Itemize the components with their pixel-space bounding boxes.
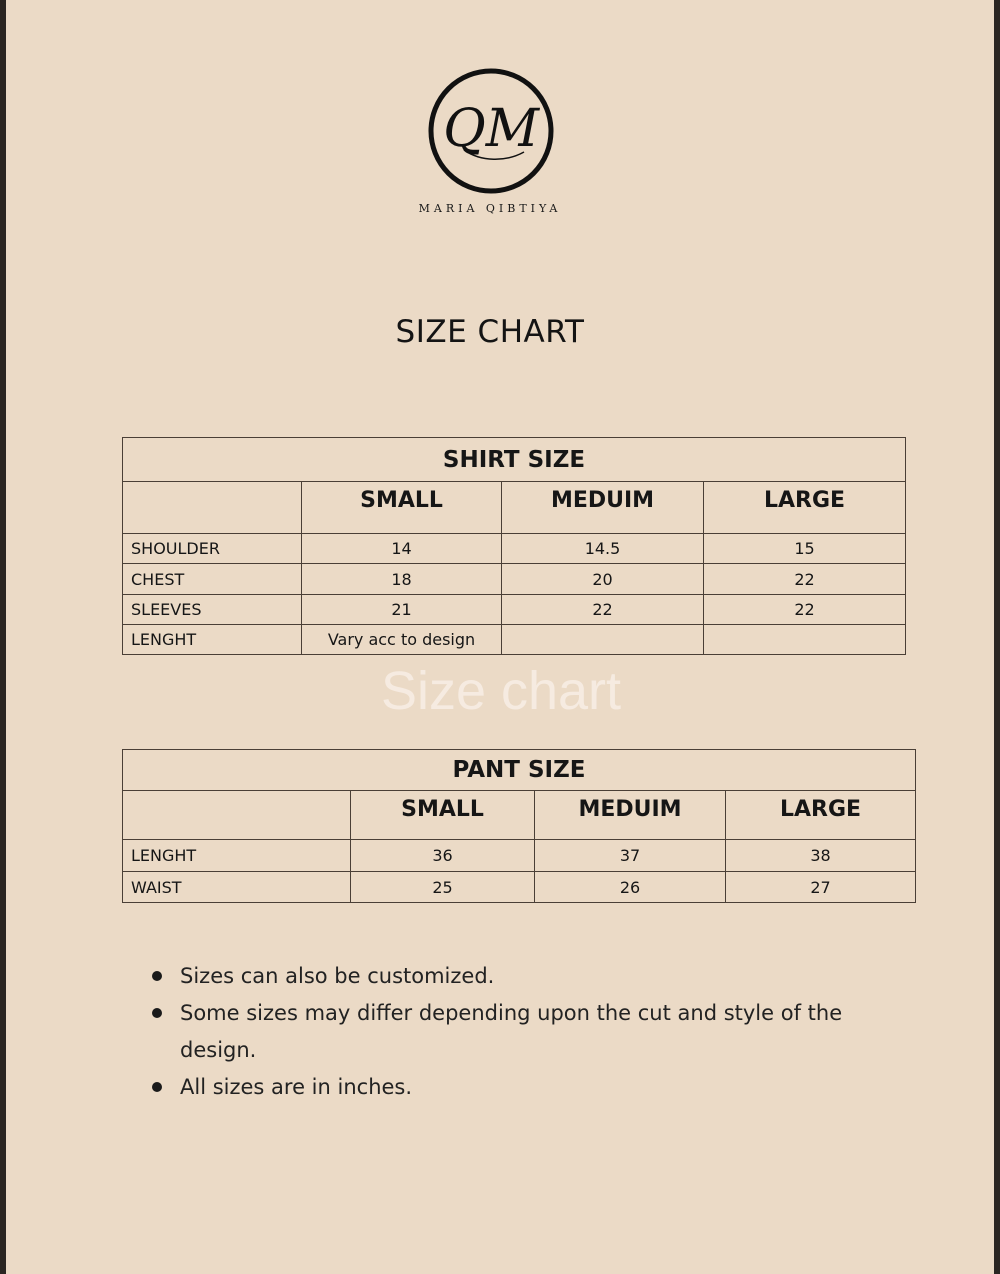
table-cell: 27 — [726, 872, 916, 903]
row-label: SLEEVES — [123, 595, 302, 625]
shirt-column-header-small: SMALL — [302, 482, 502, 534]
pant-table-caption: PANT SIZE — [123, 750, 916, 791]
table-row — [123, 595, 906, 625]
pant-column-header-small: SMALL — [351, 791, 535, 840]
list-item — [152, 1069, 872, 1106]
table-row — [123, 564, 906, 595]
table-cell: 20 — [502, 564, 704, 595]
table-row — [123, 534, 906, 564]
table-cell: 18 — [302, 564, 502, 595]
row-label: WAIST — [123, 872, 351, 903]
table-cell: Vary acc to design — [302, 625, 502, 655]
table-cell — [502, 625, 704, 655]
shirt-size-table — [122, 437, 906, 655]
shirt-column-header-medium: MEDUIM — [502, 482, 704, 534]
table-cell: 14 — [302, 534, 502, 564]
table-cell: 38 — [726, 840, 916, 872]
pant-column-header-large: LARGE — [726, 791, 916, 840]
list-item — [152, 958, 872, 995]
shirt-column-header-large: LARGE — [704, 482, 906, 534]
size-chart-page — [6, 0, 994, 1274]
table-cell: 37 — [535, 840, 726, 872]
page-title: SIZE CHART — [395, 314, 585, 350]
table-row — [123, 840, 916, 872]
table-cell: 22 — [704, 595, 906, 625]
note-text: Sizes can also be customized. — [180, 964, 495, 988]
pant-column-header — [123, 791, 351, 840]
bullet-icon — [152, 1008, 162, 1018]
table-cell: 22 — [704, 564, 906, 595]
brand-name: MARIA QIBTIYA — [418, 202, 562, 215]
bullet-icon — [152, 1082, 162, 1092]
size-notes-list — [152, 958, 872, 1106]
shirt-column-header — [123, 482, 302, 534]
table-cell: 25 — [351, 872, 535, 903]
brand-logo-letters: QM — [443, 99, 539, 159]
pant-size-table — [122, 749, 916, 903]
table-cell — [704, 625, 906, 655]
watermark-text: Size chart — [380, 661, 622, 721]
brand-logo — [426, 66, 556, 196]
row-label: LENGHT — [123, 840, 351, 872]
note-text: Some sizes may differ depending upon the cut and style of the design. — [180, 1001, 843, 1062]
table-row — [123, 625, 906, 655]
table-cell: 14.5 — [502, 534, 704, 564]
table-cell: 15 — [704, 534, 906, 564]
table-cell: 22 — [502, 595, 704, 625]
table-row — [123, 872, 916, 903]
list-item — [152, 995, 872, 1069]
note-text: All sizes are in inches. — [180, 1075, 413, 1099]
row-label: SHOULDER — [123, 534, 302, 564]
bullet-icon — [152, 971, 162, 981]
table-cell: 36 — [351, 840, 535, 872]
row-label: CHEST — [123, 564, 302, 595]
table-cell: 26 — [535, 872, 726, 903]
table-cell: 21 — [302, 595, 502, 625]
shirt-table-caption: SHIRT SIZE — [123, 438, 906, 482]
pant-column-header-medium: MEDUIM — [535, 791, 726, 840]
row-label: LENGHT — [123, 625, 302, 655]
